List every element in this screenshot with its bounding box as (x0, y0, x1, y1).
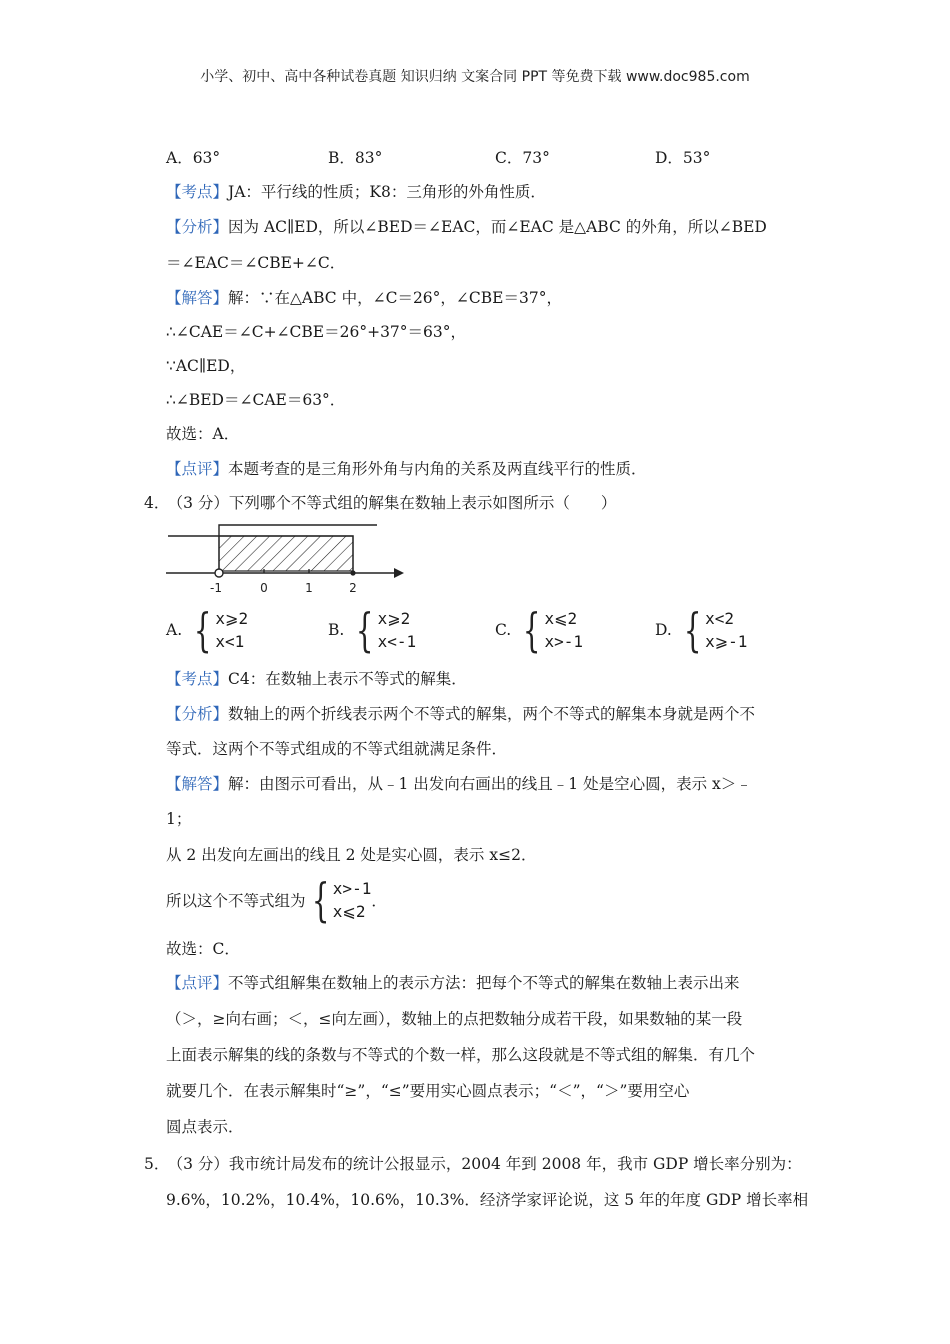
solution-region (219, 536, 353, 571)
q3-dianping: 【点评】本题考查的是三角形外角与内角的关系及两直线平行的性质． (166, 460, 647, 478)
q4-jieda-line5: 故选：C． (166, 940, 240, 958)
q4-dianping: 【点评】不等式组解集在数轴上的表示方法：把每个不等式的解集在数轴上表示出来 (166, 974, 740, 992)
q3-jieda-line4: ∴∠BED＝∠CAE＝63°． (166, 391, 346, 409)
q4-dianping-line4: 就要几个．在表示解集时“≥”，“≤”要用实心圆点表示；“＜”，“＞”要用空心 (166, 1082, 690, 1100)
open-point (215, 569, 223, 577)
q4-jieda-line3: 从 2 出发向左画出的线且 2 处是实心圆，表示 x≤2． (166, 846, 537, 864)
q4-fenxi: 【分析】数轴上的两个折线表示两个不等式的解集，两个不等式的解集本身就是两个不 (166, 705, 756, 723)
q4-option-a: A. { x⩾2 x<1 (166, 603, 249, 657)
q3-option-c: C．73° (495, 149, 550, 167)
closed-point (350, 570, 355, 575)
q4-question: 4． （3 分）下列哪个不等式组的解集在数轴上表示如图所示（ ） (144, 494, 617, 512)
q4-jieda-line2: 1； (166, 810, 192, 828)
q4-dianping-line2: （＞，≥向右画；＜，≤向左画），数轴上的点把数轴分成若干段，如果数轴的某一段 (166, 1010, 743, 1028)
q4-jieda-system-line: 所以这个不等式组为 { x>-1 x⩽2 ． (166, 873, 387, 927)
q4-option-b: B. { x⩾2 x<-1 (328, 603, 417, 657)
q4-jieda: 【解答】解：由图示可看出，从﹣1 出发向右画出的线且﹣1 处是空心圆，表示 x＞﹣ (166, 775, 752, 793)
axis-label-2: 2 (349, 581, 357, 595)
q3-jieda-line5: 故选：A． (166, 425, 240, 443)
q4-dianping-line5: 圆点表示． (166, 1118, 244, 1136)
q3-option-b: B．83° (328, 149, 383, 167)
q4-fenxi-line2: 等式．这两个不等式组成的不等式组就满足条件． (166, 740, 508, 758)
axis-label-0: 0 (260, 581, 268, 595)
q3-jieda-line2: ∴∠CAE＝∠C+∠CBE＝26°+37°＝63°， (166, 323, 467, 341)
q5-question: 5． （3 分）我市统计局发布的统计公报显示，2004 年到 2008 年，我市 GDP 增长率分别为： (144, 1155, 802, 1173)
q4-option-d: D. { x<2 x⩾-1 (655, 603, 748, 657)
axis-label-1: 1 (305, 581, 313, 595)
q3-option-a: A．63° (166, 149, 221, 167)
q4-option-c: C. { x⩽2 x>-1 (495, 603, 584, 657)
q3-jieda: 【解答】解：∵在△ABC 中，∠C＝26°，∠CBE＝37°， (166, 289, 562, 307)
q3-kaodian: 【考点】JA：平行线的性质；K8：三角形的外角性质． (166, 183, 546, 201)
q4-kaodian: 【考点】C4：在数轴上表示不等式的解集． (166, 670, 467, 688)
q3-option-d: D．53° (655, 149, 711, 167)
number-line-figure (160, 518, 420, 600)
q4-dianping-line3: 上面表示解集的线的条数与不等式的个数一样，那么这段就是不等式组的解集．有几个 (166, 1046, 756, 1064)
q3-fenxi: 【分析】因为 AC∥ED，所以∠BED＝∠EAC，而∠EAC 是△ABC 的外角，所以∠BED (166, 218, 767, 236)
page-header: 小学、初中、高中各种试卷真题 知识归纳 文案合同 PPT 等免费下载 www.doc985.com (200, 69, 750, 85)
q3-fenxi-line2: ＝∠EAC＝∠CBE+∠C． (166, 254, 346, 272)
q5-line2: 9.6%，10.2%，10.4%，10.6%，10.3%．经济学家评论说，这 5 年的年度 GDP 增长率相 (166, 1191, 809, 1209)
axis-arrow (394, 568, 404, 578)
q3-jieda-line3: ∵AC∥ED， (166, 357, 246, 375)
axis-label-neg1: -1 (210, 581, 222, 595)
